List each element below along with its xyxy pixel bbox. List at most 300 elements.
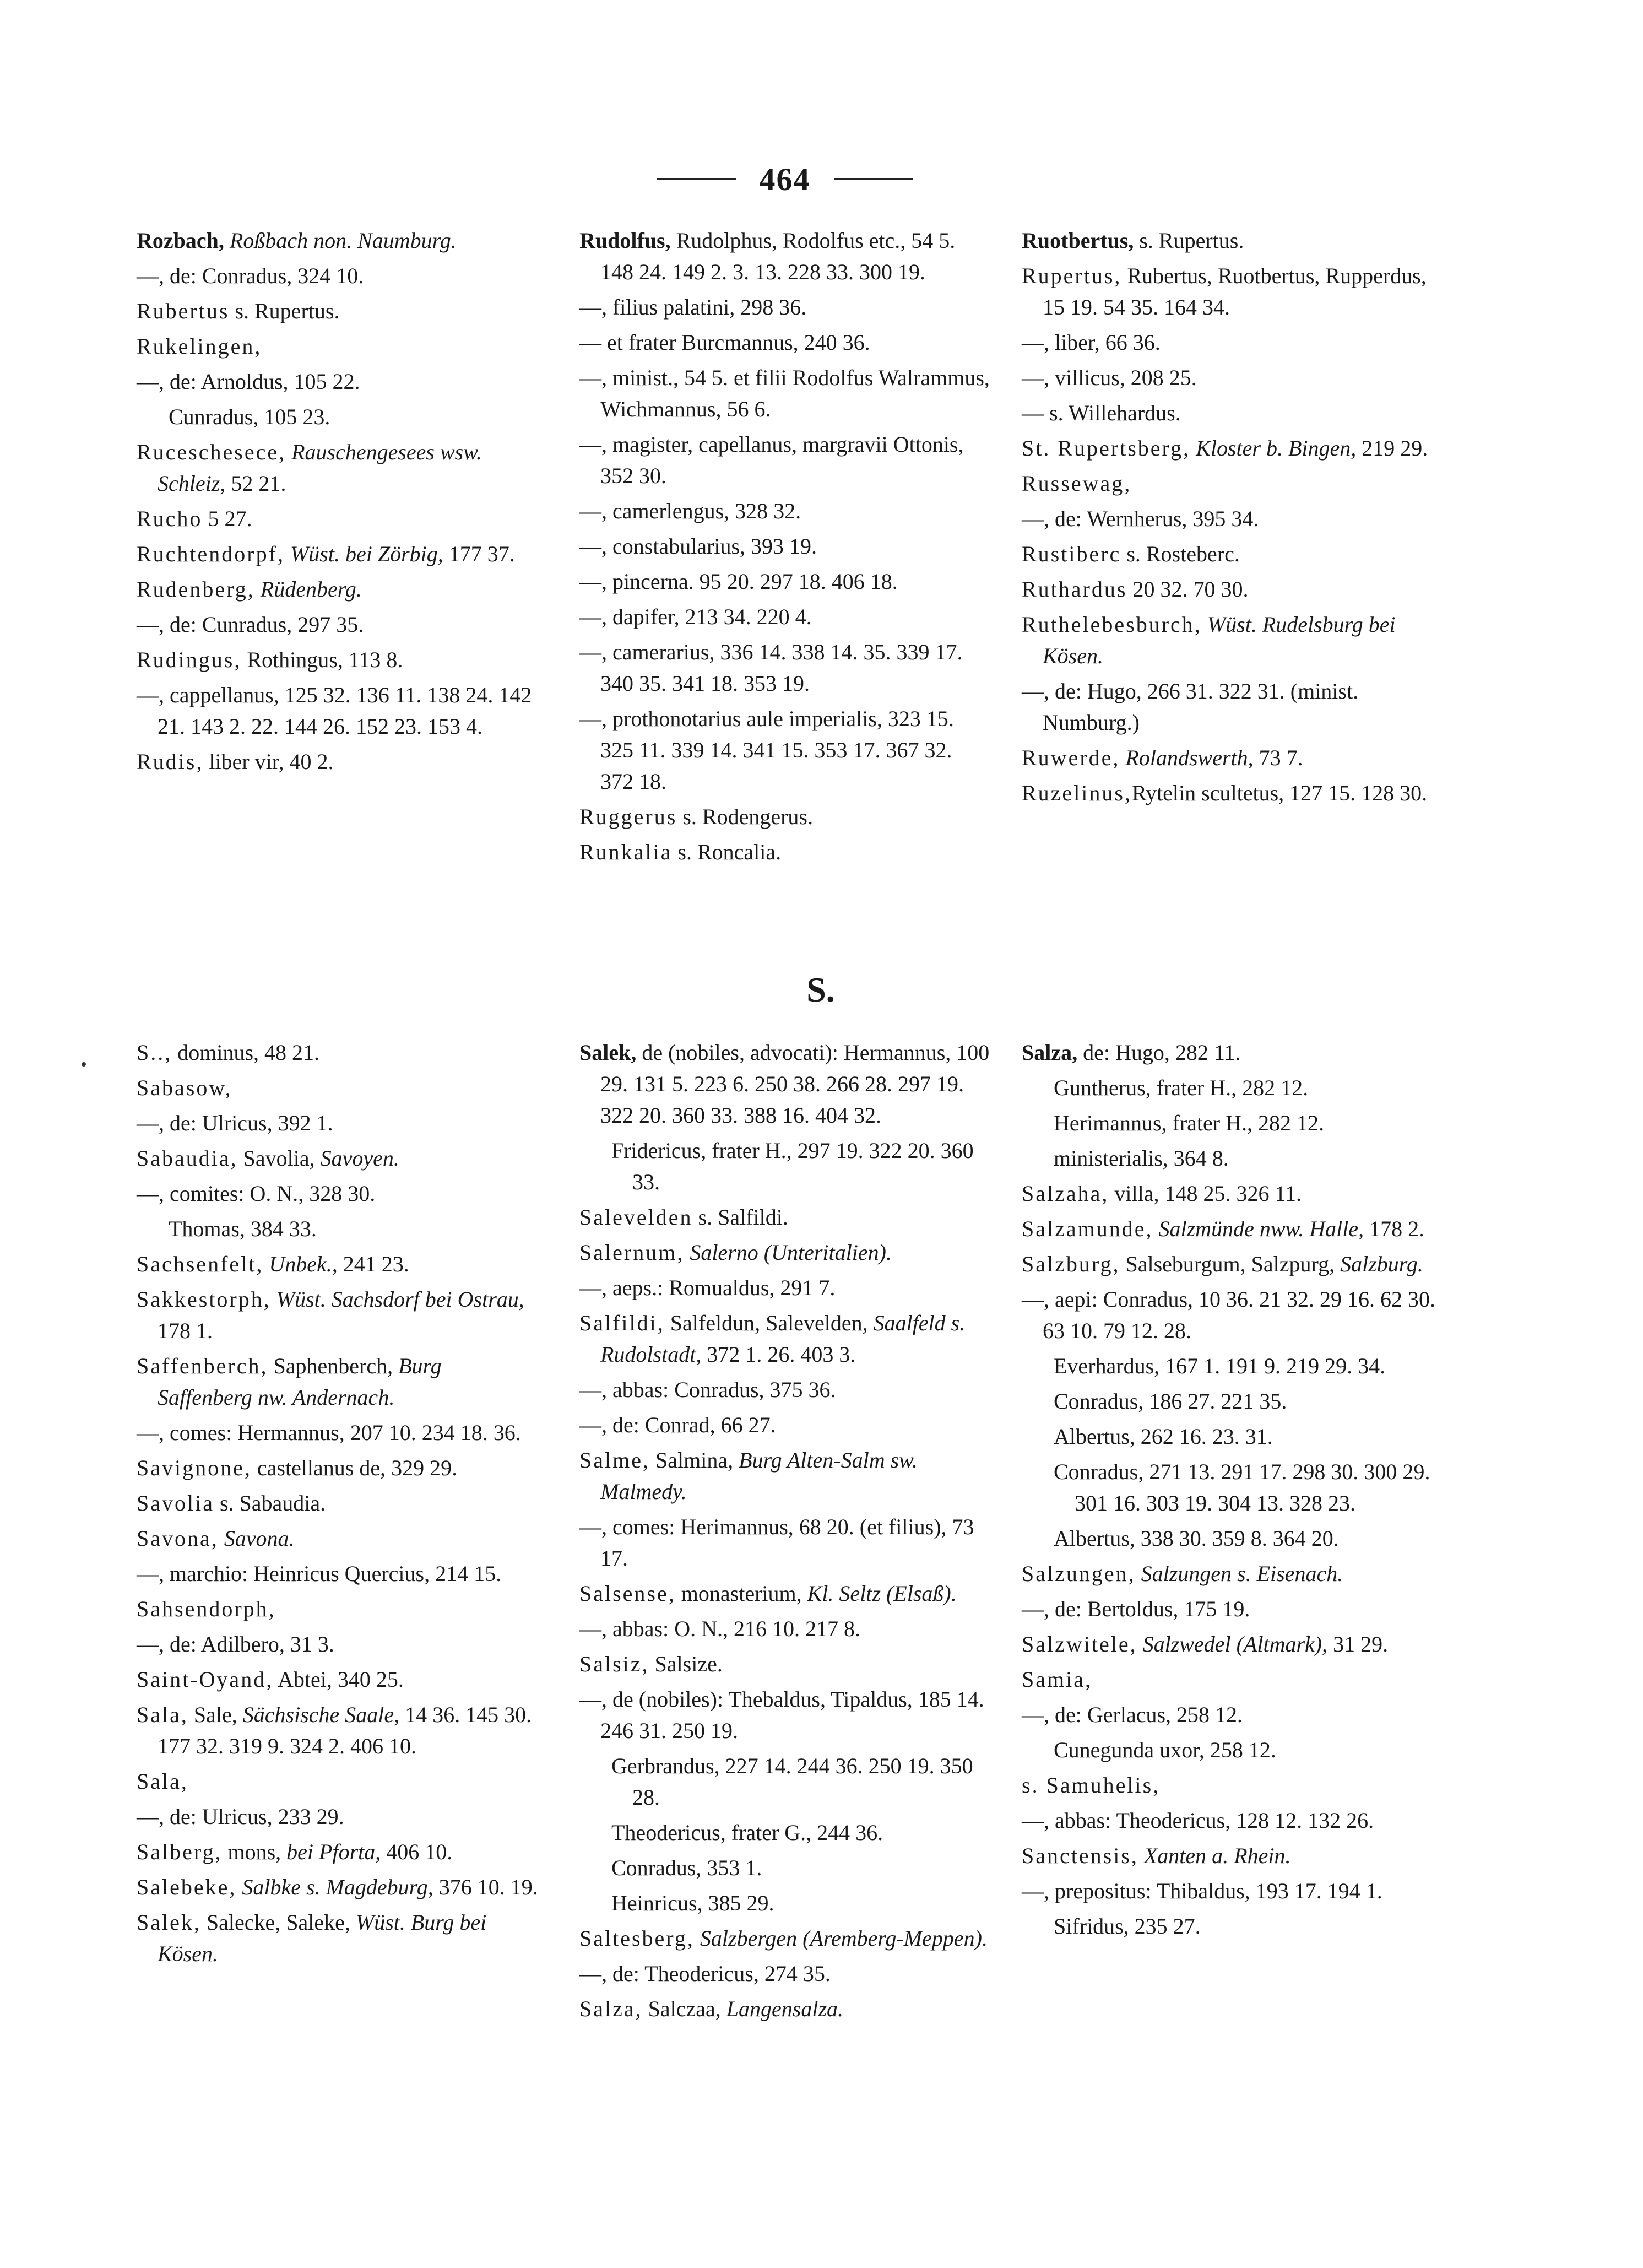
- entry-headword: Ruchtendorpf,: [137, 542, 285, 566]
- entry-headword: Sachsenfelt,: [137, 1252, 264, 1276]
- entry-headword: Sahsendorph,: [137, 1596, 276, 1621]
- entry-text: —, dapifer, 213 34. 220 4.: [579, 604, 812, 629]
- entry-headword: Rukelingen,: [137, 334, 262, 359]
- index-entry: [1022, 1178, 1441, 1209]
- entry-text: monasterium,: [675, 1581, 807, 1606]
- entry-text: 406 10.: [381, 1839, 453, 1864]
- entry-location-note: Rauschengesees wsw. Schleiz,: [158, 440, 482, 496]
- entry-headword: Salberg,: [137, 1839, 223, 1864]
- index-entry: [137, 644, 540, 675]
- index-entry: [1022, 1805, 1441, 1836]
- index-column-top-1: [137, 225, 540, 781]
- entry-text: villa, 148 25. 326 11.: [1109, 1181, 1302, 1206]
- entry-headword: Runkalia: [579, 840, 673, 864]
- entry-text: Rudolphus, Rodolfus etc., 54 5. 148 24. 149 2. 3. 13. 228 33. 300 19.: [600, 228, 956, 284]
- index-entry: [579, 1237, 990, 1268]
- entry-headword: Sala,: [137, 1702, 188, 1727]
- index-entry: [1022, 1456, 1441, 1519]
- index-entry: [579, 1958, 990, 1989]
- entry-location-note: Xanten a. Rhein.: [1138, 1843, 1291, 1868]
- entry-headword: Samia,: [1022, 1667, 1092, 1692]
- index-entry: [1022, 468, 1441, 499]
- entry-location-note: Roßbach non. Naumburg.: [224, 228, 457, 253]
- entry-text: Everhardus, 167 1. 191 9. 219 29. 34.: [1054, 1354, 1386, 1378]
- index-entry: [579, 801, 990, 832]
- entry-headword: Saltesberg,: [579, 1926, 695, 1951]
- entry-text: 5 27.: [202, 506, 252, 531]
- entry-text: Albertus, 262 16. 23. 31.: [1054, 1424, 1273, 1449]
- index-entry: [1022, 675, 1441, 738]
- entry-text: —, aeps.: Romualdus, 291 7.: [579, 1275, 836, 1300]
- entry-text: —, abbas: Conradus, 375 36.: [579, 1377, 836, 1402]
- entry-text: Rytelin scultetus, 127 15. 128 30.: [1131, 781, 1428, 805]
- index-entry: [579, 1750, 990, 1813]
- entry-text: —, de: Ulricus, 392 1.: [137, 1111, 333, 1135]
- index-entry: [1022, 1248, 1441, 1280]
- entry-text: Thomas, 384 33.: [169, 1216, 317, 1241]
- entry-headword: Rozbach,: [137, 228, 224, 253]
- index-entry: [579, 1307, 990, 1370]
- index-entry: [137, 1037, 540, 1068]
- entry-text: — et frater Burcmannus, 240 36.: [579, 330, 870, 355]
- entry-text: —, comes: Hermannus, 207 10. 234 18. 36.: [137, 1420, 521, 1445]
- entry-location-note: Salzwedel (Altmark),: [1137, 1632, 1328, 1657]
- index-entry: [579, 1201, 990, 1233]
- entry-text: Sale,: [188, 1702, 243, 1727]
- index-entry: [137, 1907, 540, 1969]
- entry-headword: Saint-Oyand,: [137, 1667, 274, 1692]
- header-rule-right: [834, 178, 914, 180]
- entry-headword: Salek,: [579, 1040, 637, 1065]
- entry-text: —, filius palatini, 298 36.: [579, 295, 807, 320]
- entry-location-note: Salbke s. Magdeburg,: [236, 1875, 433, 1899]
- index-entry: [137, 1072, 540, 1103]
- entry-text: ministerialis, 364 8.: [1054, 1146, 1229, 1171]
- entry-text: —, villicus, 208 25.: [1022, 365, 1197, 390]
- index-entry: [137, 573, 540, 605]
- entry-location-note: Savona.: [218, 1526, 295, 1551]
- entry-text: s. Rodengerus.: [677, 804, 813, 829]
- index-entry: [137, 260, 540, 291]
- index-entry: [579, 1993, 990, 2025]
- entry-headword: Ruwerde,: [1022, 745, 1120, 770]
- entry-headword: Rudingus,: [137, 647, 242, 672]
- entry-text: —, abbas: Theodericus, 128 12. 132 26.: [1022, 1808, 1374, 1833]
- entry-headword: Salzamunde,: [1022, 1216, 1153, 1241]
- index-entry: [137, 1452, 540, 1484]
- index-entry: [579, 1444, 990, 1507]
- index-entry: [579, 1272, 990, 1303]
- index-column-top-3: [1022, 225, 1441, 813]
- entry-text: 178 2.: [1364, 1216, 1425, 1241]
- entry-text: —, aepi: Conradus, 10 36. 21 32. 29 16. 62 30. 63 10. 79 12. 28.: [1022, 1287, 1436, 1343]
- entry-location-note: Salerno (Unteritalien).: [684, 1240, 892, 1265]
- index-entry: [137, 1107, 540, 1139]
- entry-text: Salecke, Saleke,: [200, 1910, 356, 1935]
- entry-headword: Salevelden: [579, 1205, 693, 1230]
- index-entry: [1022, 1143, 1441, 1174]
- entry-location-note: Salzmünde nww. Halle,: [1153, 1216, 1364, 1241]
- index-entry: [1022, 362, 1441, 393]
- entry-text: —, abbas: O. N., 216 10. 217 8.: [579, 1616, 860, 1641]
- index-entry: [579, 1578, 990, 1609]
- entry-headword: Sakkestorph,: [137, 1287, 271, 1312]
- entry-location-note: Wüst. Burg bei Kösen.: [158, 1910, 487, 1966]
- entry-headword: Rubertus: [137, 299, 230, 323]
- entry-headword: s. Samuhelis,: [1022, 1773, 1161, 1798]
- entry-text: Gerbrandus, 227 14. 244 36. 250 19. 350 28.: [611, 1753, 973, 1810]
- index-entry: [579, 291, 990, 323]
- entry-location-note: Saalfeld s. Rudolstadt,: [600, 1311, 966, 1367]
- index-entry: [137, 1558, 540, 1589]
- index-entry: [137, 1487, 540, 1519]
- entry-text: mons,: [222, 1839, 287, 1864]
- entry-location-note: Kloster b. Bingen,: [1190, 436, 1357, 461]
- entry-text: —, constabularius, 393 19.: [579, 534, 817, 559]
- index-entry: [137, 1628, 540, 1660]
- index-entry: [137, 538, 540, 570]
- entry-text: —, minist., 54 5. et filii Rodolfus Walrammus, Wichmannus, 56 6.: [579, 365, 990, 421]
- entry-location-note: Burg Alten-Salm sw. Malmedy.: [600, 1448, 918, 1504]
- entry-text: Salczaa,: [642, 1996, 726, 2021]
- index-entry: [579, 1887, 990, 1919]
- index-entry: [1022, 1875, 1441, 1907]
- entry-text: Cunradus, 105 23.: [169, 404, 330, 429]
- entry-text: — s. Willehardus.: [1022, 400, 1181, 425]
- index-entry: [137, 1871, 540, 1903]
- entry-text: —, de: Gerlacus, 258 12.: [1022, 1702, 1243, 1727]
- index-entry: [1022, 1699, 1441, 1730]
- entry-text: s. Rosteberc.: [1121, 542, 1240, 566]
- index-entry: [1022, 1593, 1441, 1625]
- index-entry: [1022, 609, 1441, 672]
- index-entry: [1022, 327, 1441, 358]
- entry-text: Salfeldun, Salevelden,: [664, 1311, 874, 1335]
- index-entry: [1022, 1558, 1441, 1589]
- index-entry: [579, 1135, 990, 1198]
- index-entry: [137, 1213, 540, 1244]
- index-entry: [137, 436, 540, 499]
- entry-headword: Salzaha,: [1022, 1181, 1109, 1206]
- index-entry: [1022, 1769, 1441, 1801]
- index-entry: [579, 1648, 990, 1680]
- entry-text: —, de: Cunradus, 297 35.: [137, 612, 364, 637]
- index-entry: [137, 1284, 540, 1346]
- entry-headword: Ruceschesece,: [137, 440, 286, 464]
- entry-text: Heinricus, 385 29.: [611, 1891, 774, 1915]
- entry-text: —, liber, 66 36.: [1022, 330, 1161, 355]
- entry-headword: Rudenberg,: [137, 577, 255, 602]
- entry-text: Cunegunda uxor, 258 12.: [1054, 1737, 1276, 1762]
- index-column-bottom-3: [1022, 1037, 1441, 1946]
- entry-location-note: Burg Saffenberg nw. Andernach.: [158, 1354, 442, 1410]
- section-letter: S.: [806, 970, 835, 1009]
- index-column-bottom-1: [137, 1037, 540, 1973]
- entry-headword: Rupertus,: [1022, 263, 1122, 288]
- entry-headword: Salzburg,: [1022, 1252, 1120, 1276]
- entry-headword: Sabasow,: [137, 1075, 232, 1100]
- entry-text: dominus, 48 21.: [172, 1040, 320, 1065]
- entry-text: Rubertus, Ruotbertus, Rupperdus, 15 19. 54 35. 164 34.: [1043, 263, 1427, 320]
- index-entry: [1022, 225, 1441, 256]
- entry-headword: Russewag,: [1022, 471, 1132, 496]
- index-entry: [137, 1801, 540, 1832]
- entry-text: —, de: Adilbero, 31 3.: [137, 1632, 334, 1657]
- entry-headword: Salza,: [1022, 1040, 1078, 1065]
- index-entry: [1022, 538, 1441, 570]
- index-entry: [137, 1178, 540, 1209]
- entry-headword: S..,: [137, 1040, 172, 1065]
- entry-headword: Rucho: [137, 506, 203, 531]
- entry-text: —, de: Hugo, 266 31. 322 31. (minist. Numburg.): [1022, 679, 1359, 735]
- entry-headword: Sabaudia,: [137, 1146, 238, 1171]
- entry-headword: Salzungen,: [1022, 1561, 1136, 1586]
- entry-text: —, pincerna. 95 20. 297 18. 406 18.: [579, 569, 898, 594]
- entry-location-note: Sächsische Saale,: [242, 1702, 400, 1727]
- entry-headword: Sala,: [137, 1769, 188, 1794]
- index-column-top-2: [579, 225, 990, 872]
- entry-headword: Saffenberch,: [137, 1354, 268, 1378]
- index-entry: [1022, 1664, 1441, 1695]
- index-entry: [1022, 1910, 1441, 1942]
- index-entry: [137, 1417, 540, 1448]
- entry-headword: Ruotbertus,: [1022, 228, 1134, 253]
- entry-text: —, camerlengus, 328 32.: [579, 499, 801, 523]
- index-entry: [1022, 1523, 1441, 1554]
- entry-headword: Salek,: [137, 1910, 201, 1935]
- entry-location-note: Rolandswerth,: [1120, 745, 1254, 770]
- index-entry: [137, 1836, 540, 1868]
- entry-text: —, de: Conrad, 66 27.: [579, 1412, 776, 1437]
- entry-text: de: Hugo, 282 11.: [1077, 1040, 1241, 1065]
- index-entry: [579, 1852, 990, 1883]
- entry-headword: Salsense,: [579, 1581, 676, 1606]
- entry-headword: Rudis,: [137, 749, 204, 774]
- entry-text: 73 7.: [1253, 745, 1303, 770]
- entry-text: Albertus, 338 30. 359 8. 364 20.: [1054, 1526, 1339, 1551]
- entry-text: 372 1. 26. 403 3.: [701, 1342, 856, 1367]
- entry-text: —, de: Conradus, 324 10.: [137, 263, 364, 288]
- index-entry: [1022, 432, 1441, 464]
- index-entry: [137, 1248, 540, 1280]
- index-entry: [137, 1523, 540, 1554]
- entry-text: —, prothonotarius aule imperialis, 323 15. 325 11. 339 14. 341 15. 353 17. 367 32. 372 18.: [579, 706, 954, 794]
- index-entry: [137, 1350, 540, 1413]
- entry-text: 31 29.: [1327, 1632, 1389, 1657]
- entry-text: —, de: Theodericus, 274 35.: [579, 1961, 831, 1986]
- index-entry: [137, 1699, 540, 1762]
- entry-text: —, de (nobiles): Thebaldus, Tipaldus, 185 14. 246 31. 250 19.: [579, 1687, 984, 1743]
- entry-text: de (nobiles, advocati): Hermannus, 100 29. 131 5. 223 6. 250 38. 266 28. 297 19. 322 20. 360 33. 388 16. 404 32.: [600, 1040, 990, 1128]
- entry-headword: Savolia: [137, 1491, 214, 1515]
- index-entry: [137, 1664, 540, 1695]
- entry-text: —, marchio: Heinricus Quercius, 214 15.: [137, 1561, 502, 1586]
- entry-text: s. Rupertus.: [229, 299, 340, 323]
- entry-headword: Savona,: [137, 1526, 219, 1551]
- margin-dot: [82, 1062, 86, 1067]
- entry-text: 178 1.: [158, 1318, 213, 1343]
- index-entry: [579, 1613, 990, 1644]
- index-entry: [1022, 742, 1441, 773]
- index-entry: [1022, 1072, 1441, 1103]
- index-entry: [137, 1143, 540, 1174]
- index-entry: [579, 495, 990, 527]
- entry-headword: Salsiz,: [579, 1652, 649, 1676]
- index-entry: [1022, 777, 1441, 809]
- entry-location-note: Wüst. bei Zörbig,: [284, 542, 443, 566]
- entry-text: castellanus de, 329 29.: [251, 1455, 458, 1480]
- entry-headword: Salzwitele,: [1022, 1632, 1137, 1657]
- index-entry: [1022, 1734, 1441, 1766]
- entry-text: Theodericus, frater G., 244 36.: [611, 1820, 883, 1845]
- entry-text: —, magister, capellanus, margravii Ottonis, 352 30.: [579, 432, 964, 488]
- entry-text: Sifridus, 235 27.: [1054, 1914, 1201, 1939]
- entry-text: liber vir, 40 2.: [203, 749, 334, 774]
- entry-text: Abtei, 340 25.: [273, 1667, 404, 1692]
- entry-text: 241 23.: [337, 1252, 409, 1276]
- entry-location-note: bei Pforta,: [286, 1839, 381, 1864]
- entry-location-note: Kl. Seltz (Elsaß).: [807, 1581, 957, 1606]
- index-entry: [1022, 1213, 1441, 1244]
- index-entry: [137, 225, 540, 256]
- entry-text: Rothingus, 113 8.: [241, 647, 403, 672]
- entry-text: —, comes: Herimannus, 68 20. (et filius), 73 17.: [579, 1514, 974, 1571]
- entry-text: s. Rupertus.: [1134, 228, 1244, 253]
- index-entry: [1022, 1421, 1441, 1452]
- index-entry: [1022, 397, 1441, 429]
- entry-text: s. Salfildi.: [692, 1205, 788, 1230]
- entry-headword: Salernum,: [579, 1240, 685, 1265]
- index-entry: [579, 836, 990, 868]
- index-entry: [1022, 1037, 1441, 1068]
- header-rule-left: [657, 178, 736, 180]
- entry-location-note: Wüst. Sachsdorf bei Ostrau,: [270, 1287, 524, 1312]
- index-entry: [1022, 1284, 1441, 1346]
- index-entry: [1022, 1840, 1441, 1871]
- index-entry: [579, 1409, 990, 1441]
- entry-text: —, cappellanus, 125 32. 136 11. 138 24. 142 21. 143 2. 22. 144 26. 152 23. 153 4.: [137, 683, 532, 739]
- index-entry: [579, 362, 990, 425]
- entry-text: s. Roncalia.: [672, 840, 782, 864]
- entry-text: —, prepositus: Thibaldus, 193 17. 194 1.: [1022, 1879, 1382, 1903]
- entry-text: Salmina,: [649, 1448, 739, 1473]
- entry-text: Fridericus, frater H., 297 19. 322 20. 360 33.: [611, 1138, 974, 1194]
- entry-location-note: Wüst. Rudelsburg bei Kösen.: [1043, 612, 1396, 668]
- index-entry: [579, 1037, 990, 1131]
- entry-text: —, camerarius, 336 14. 338 14. 35. 339 17. 340 35. 341 18. 353 19.: [579, 640, 963, 696]
- entry-location-note: Rüdenberg.: [254, 577, 362, 602]
- index-entry: [137, 401, 540, 432]
- entry-text: Salseburgum, Salzpurg,: [1120, 1252, 1341, 1276]
- index-column-bottom-2: [579, 1037, 990, 2028]
- index-entry: [1022, 573, 1441, 605]
- index-entry: [579, 531, 990, 562]
- index-entry: [137, 366, 540, 397]
- entry-text: —, de: Arnoldus, 105 22.: [137, 369, 360, 394]
- index-entry: [579, 1923, 990, 1954]
- entry-text: Conradus, 353 1.: [611, 1855, 762, 1880]
- entry-headword: Rudolfus,: [579, 228, 671, 253]
- index-entry: [579, 636, 990, 699]
- index-entry: [1022, 1385, 1441, 1417]
- entry-headword: Ruthardus: [1022, 577, 1127, 602]
- index-entry: [137, 295, 540, 327]
- entry-headword: Ruzelinus,: [1022, 781, 1132, 805]
- index-entry: [137, 331, 540, 362]
- entry-text: Savolia,: [237, 1146, 321, 1171]
- entry-headword: Savignone,: [137, 1455, 252, 1480]
- entry-headword: St. Rupertsberg,: [1022, 436, 1191, 461]
- entry-headword: Sanctensis,: [1022, 1843, 1138, 1868]
- index-entry: [579, 1684, 990, 1746]
- index-entry: [137, 679, 540, 742]
- entry-text: Conradus, 186 27. 221 35.: [1054, 1389, 1287, 1414]
- entry-location-note: Savoyen.: [320, 1146, 399, 1171]
- entry-text: 52 21.: [225, 471, 286, 496]
- entry-headword: Salebeke,: [137, 1875, 237, 1899]
- index-entry: [137, 746, 540, 777]
- entry-location-note: Salzbergen (Aremberg-Meppen).: [694, 1926, 988, 1951]
- index-entry: [1022, 503, 1441, 534]
- entry-text: Herimannus, frater H., 282 12.: [1054, 1111, 1324, 1135]
- index-entry: [137, 609, 540, 640]
- entry-text: Salsize.: [649, 1652, 723, 1676]
- index-entry: [579, 225, 990, 288]
- entry-location-note: Langensalza.: [726, 1996, 844, 2021]
- index-entry: [579, 601, 990, 632]
- index-entry: [579, 1511, 990, 1574]
- index-entry: [1022, 260, 1441, 323]
- entry-text: —, comites: O. N., 328 30.: [137, 1181, 376, 1206]
- entry-text: 219 29.: [1356, 436, 1428, 461]
- page-number: 464: [759, 161, 811, 197]
- entry-text: 177 37.: [443, 542, 515, 566]
- index-entry: [1022, 1628, 1441, 1660]
- entry-text: 20 32. 70 30.: [1127, 577, 1249, 602]
- entry-text: 14 36. 145 30. 177 32. 319 9. 324 2. 406 10.: [158, 1702, 532, 1758]
- entry-location-note: Salzungen s. Eisenach.: [1135, 1561, 1343, 1586]
- index-entry: [579, 1374, 990, 1405]
- entry-text: Saphenberch,: [268, 1354, 399, 1378]
- entry-location-note: Salzburg.: [1340, 1252, 1423, 1276]
- entry-text: —, de: Wernherus, 395 34.: [1022, 506, 1259, 531]
- index-entry: [1022, 1107, 1441, 1139]
- index-entry: [1022, 1350, 1441, 1382]
- index-entry: [579, 327, 990, 358]
- index-entry: [137, 1766, 540, 1797]
- entry-text: —, de: Bertoldus, 175 19.: [1022, 1596, 1250, 1621]
- entry-text: Guntherus, frater H., 282 12.: [1054, 1075, 1309, 1100]
- index-entry: [579, 703, 990, 797]
- index-entry: [579, 566, 990, 597]
- index-entry: [137, 1593, 540, 1625]
- entry-headword: Ruthelebesburch,: [1022, 612, 1202, 637]
- index-entry: [579, 1817, 990, 1848]
- entry-headword: Salfildi,: [579, 1311, 665, 1335]
- entry-text: —, de: Ulricus, 233 29.: [137, 1804, 344, 1829]
- index-entry: [137, 503, 540, 534]
- page-header: [633, 157, 936, 201]
- entry-headword: Salme,: [579, 1448, 650, 1473]
- entry-headword: Rustiberc: [1022, 542, 1121, 566]
- entry-location-note: Unbek.,: [263, 1252, 338, 1276]
- entry-text: 376 10. 19.: [433, 1875, 538, 1899]
- entry-text: s. Sabaudia.: [214, 1491, 326, 1515]
- entry-headword: Salza,: [579, 1996, 643, 2021]
- entry-headword: Ruggerus: [579, 804, 677, 829]
- entry-text: Conradus, 271 13. 291 17. 298 30. 300 29. 301 16. 303 19. 304 13. 328 23.: [1054, 1459, 1430, 1515]
- index-entry: [579, 429, 990, 491]
